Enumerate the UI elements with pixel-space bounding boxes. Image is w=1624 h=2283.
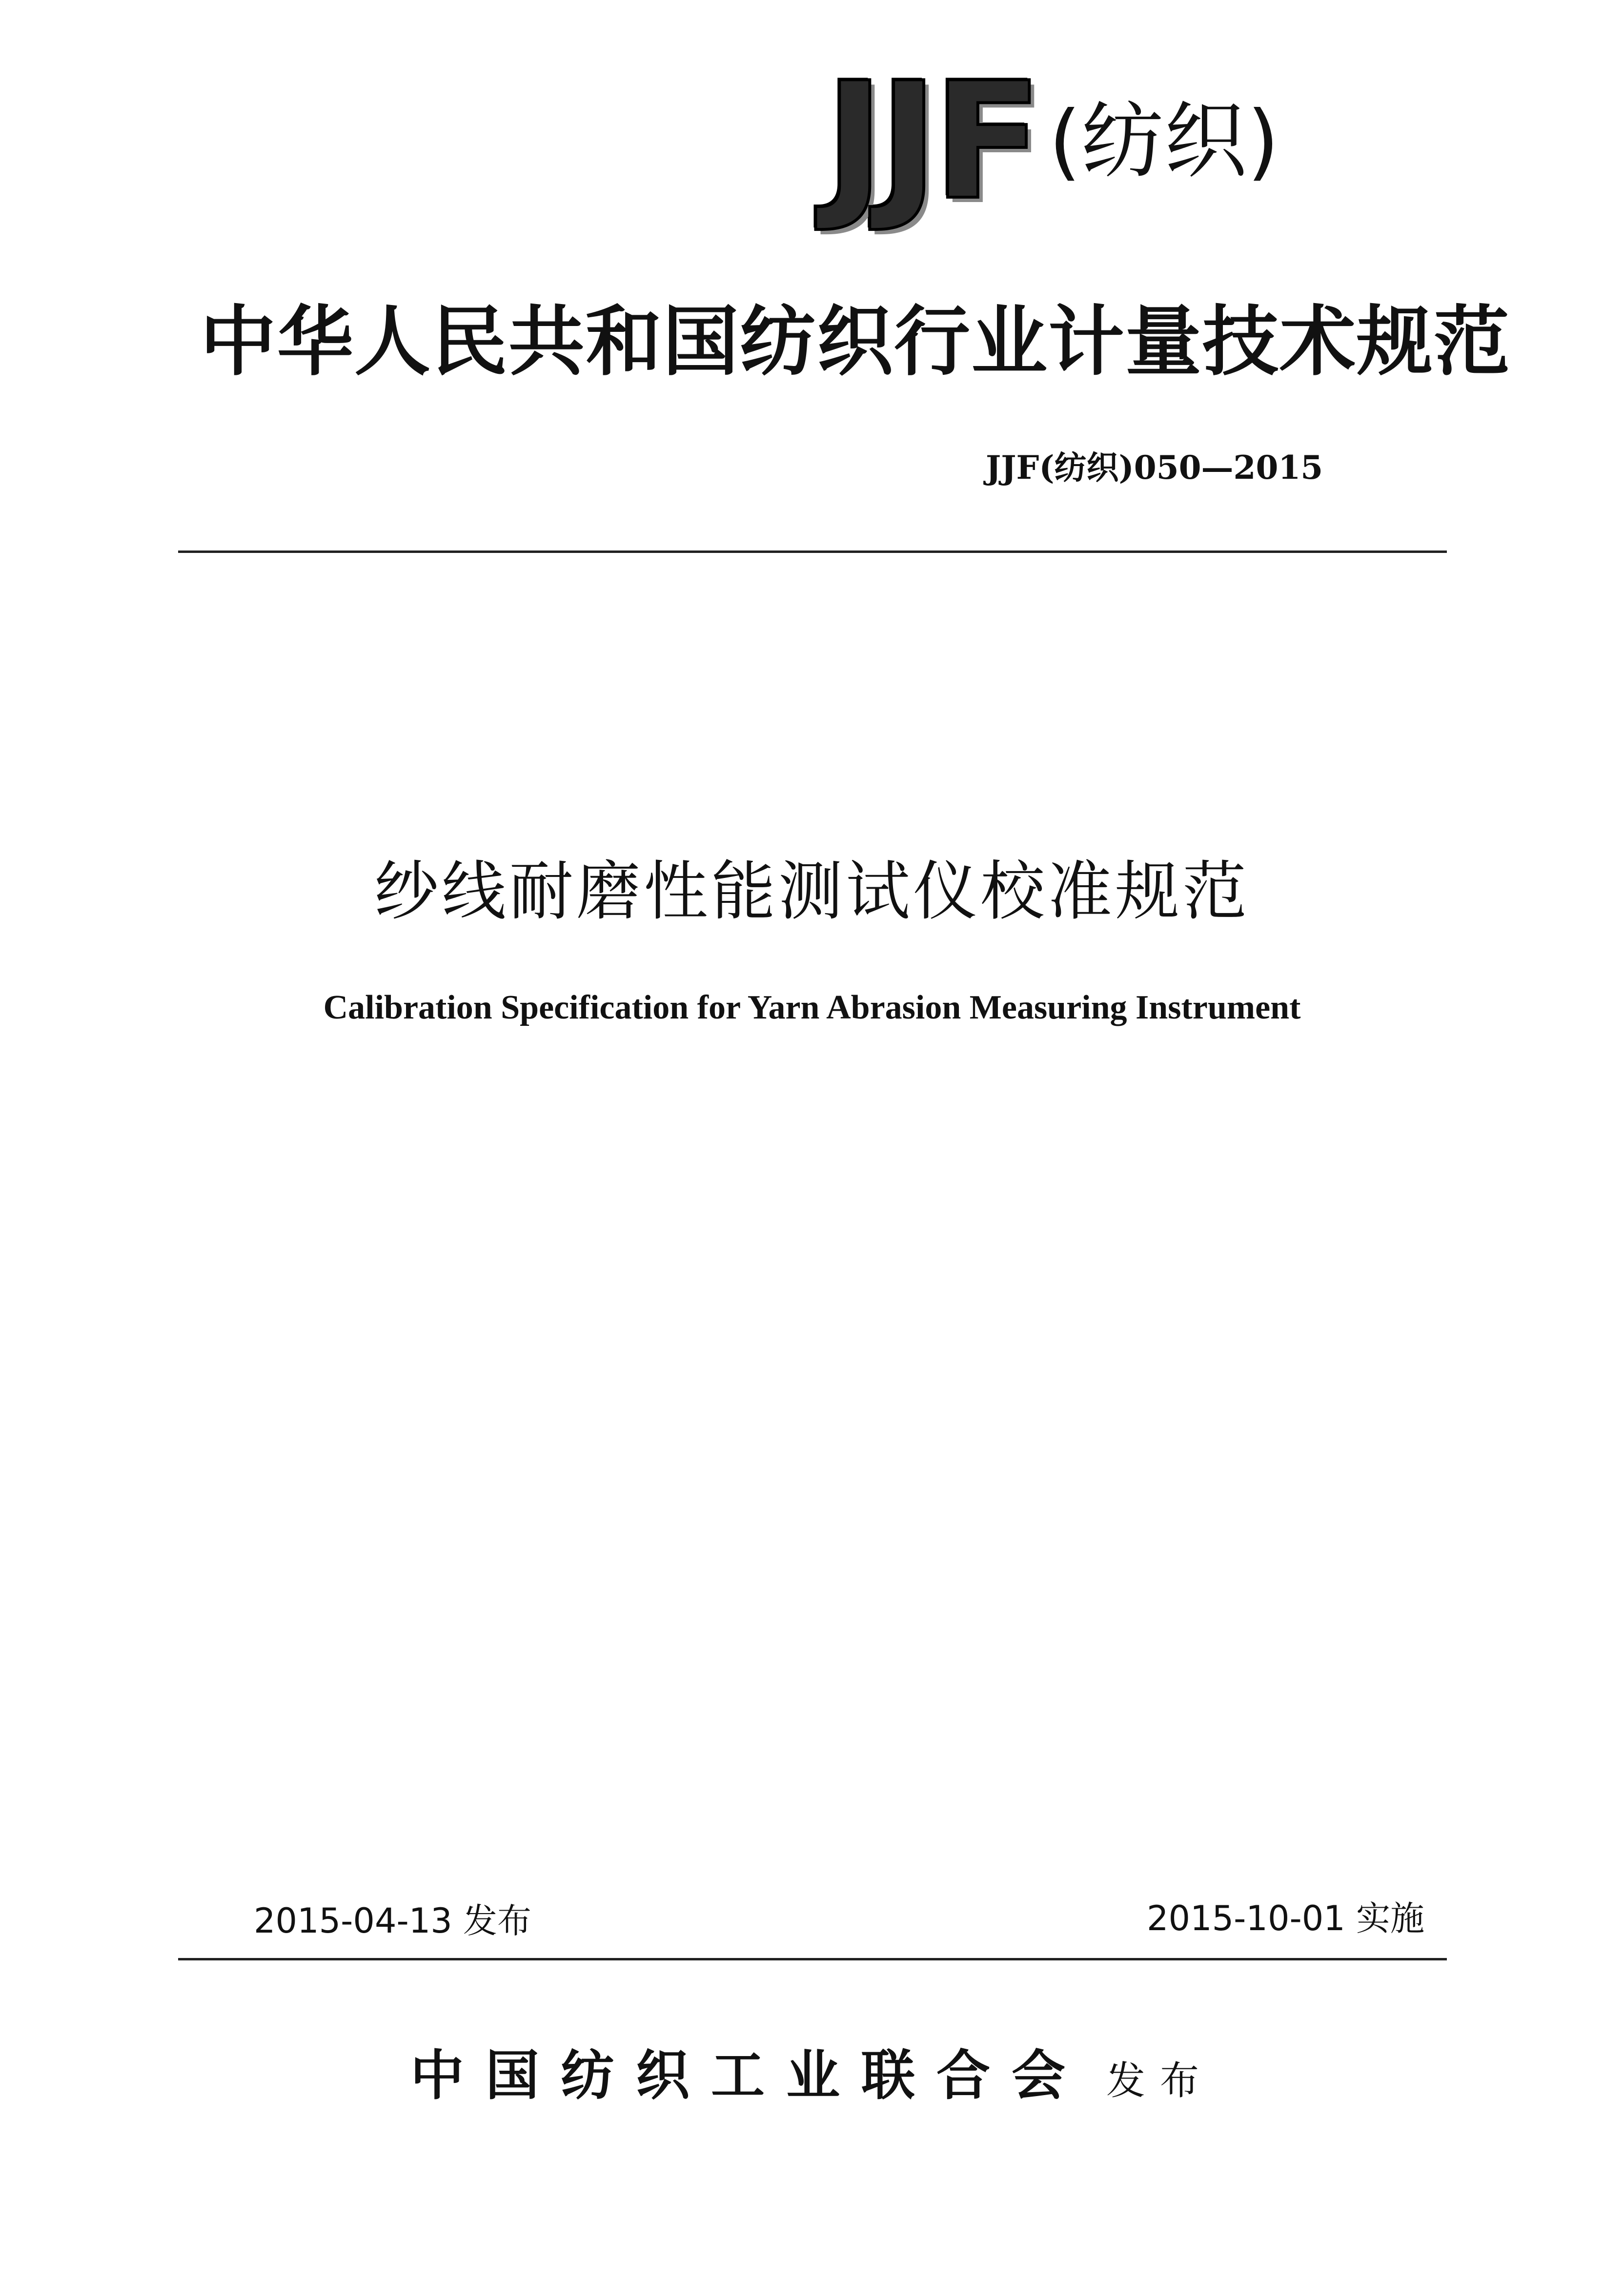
logo-mark: JJF bbox=[825, 48, 1037, 235]
publisher-line bbox=[0, 2033, 1624, 2110]
publisher-organization: 中国纺织工业联合会 bbox=[410, 2044, 1087, 2107]
implementation-date: 2015-10-01 实施 bbox=[1147, 1898, 1425, 1938]
logo-suffix: (纺织) bbox=[1049, 93, 1279, 190]
publisher-action: 发布 bbox=[1106, 2058, 1214, 2103]
issue-date: 2015-04-13 发布 bbox=[254, 1901, 532, 1941]
main-title: 中华人民共和国纺织行业计量技术规范 bbox=[200, 297, 1511, 386]
standard-number: JJF(纺织)050—2015 bbox=[986, 448, 1323, 487]
document-title-chinese: 纱线耐磨性能测试仪校准规范 bbox=[374, 854, 1250, 929]
bottom-divider bbox=[178, 1958, 1447, 1960]
jjf-logo bbox=[825, 48, 1279, 235]
document-title-english: Calibration Specification for Yarn Abrasion Measuring Instrument bbox=[323, 989, 1301, 1026]
top-divider bbox=[178, 550, 1447, 553]
